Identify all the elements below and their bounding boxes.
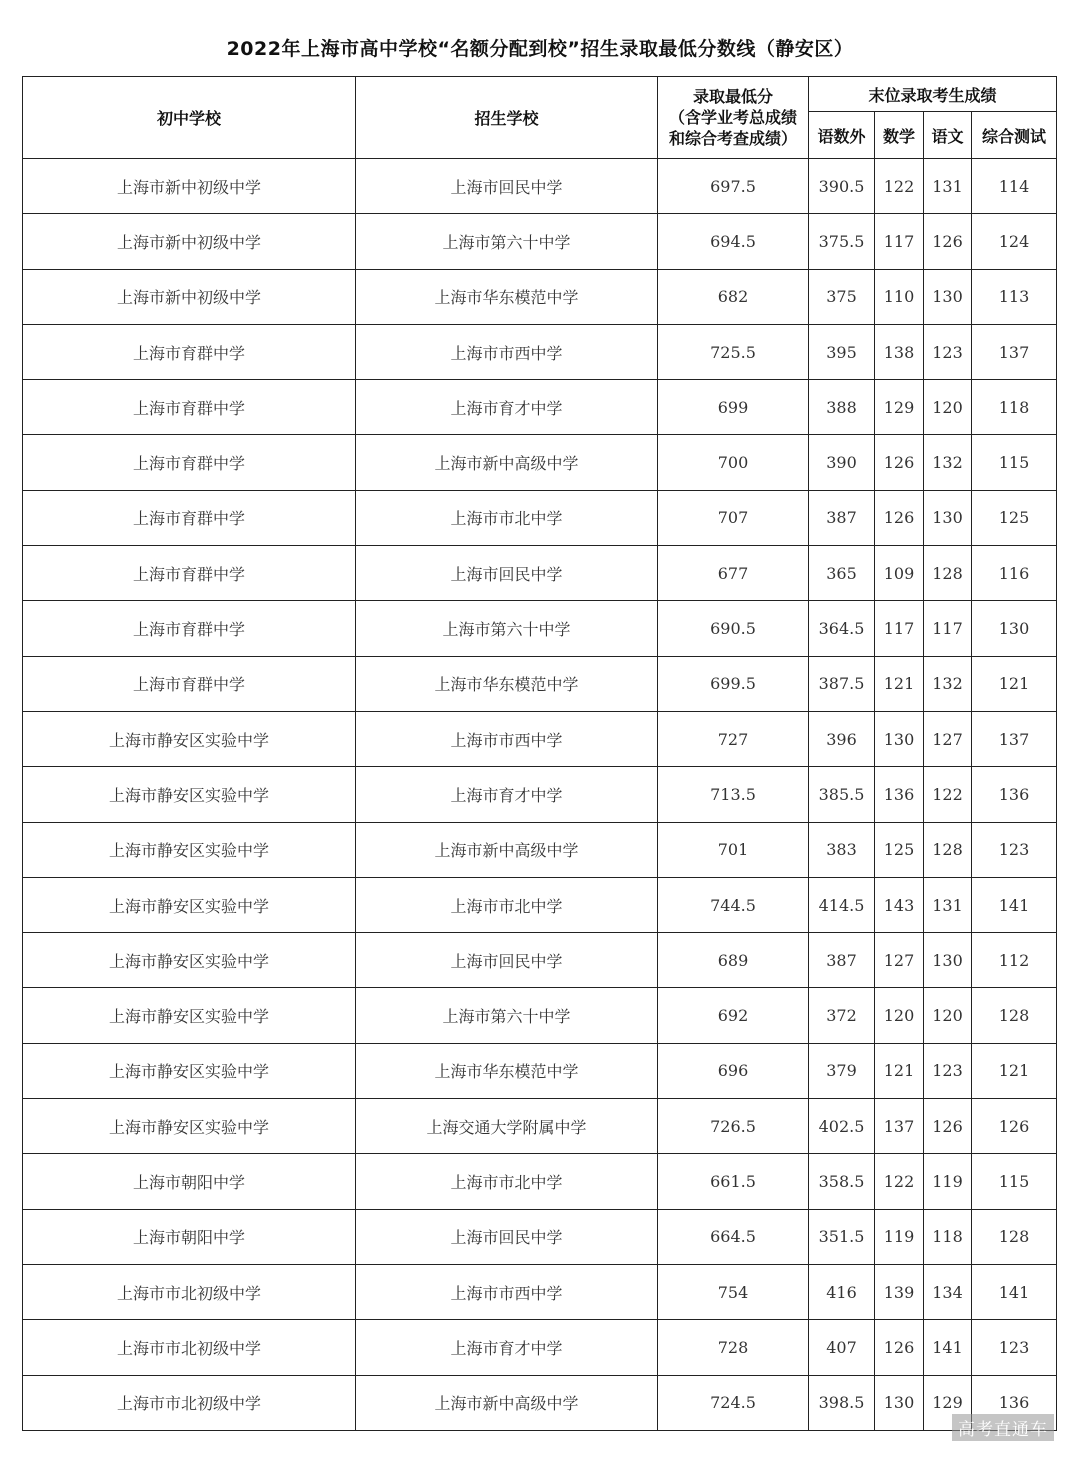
cell-comprehensive: 112 — [972, 933, 1057, 988]
cell-comprehensive: 136 — [972, 767, 1057, 822]
cell-junior-school: 上海市静安区实验中学 — [23, 1043, 356, 1098]
cell-admitting-school: 上海市市西中学 — [356, 1264, 658, 1319]
cell-admitting-school: 上海市第六十中学 — [356, 988, 658, 1043]
cell-admitting-school: 上海市市西中学 — [356, 324, 658, 379]
cell-comprehensive: 118 — [972, 380, 1057, 435]
cell-min-score: 725.5 — [658, 324, 809, 379]
cell-math: 126 — [875, 435, 924, 490]
cell-comprehensive: 114 — [972, 159, 1057, 214]
cell-yushuwai: 372 — [809, 988, 875, 1043]
cell-math: 122 — [875, 159, 924, 214]
cell-chinese: 122 — [924, 767, 972, 822]
cell-math: 121 — [875, 656, 924, 711]
cell-comprehensive: 137 — [972, 324, 1057, 379]
table-row — [23, 988, 1057, 1043]
table-row — [23, 601, 1057, 656]
cell-junior-school: 上海市育群中学 — [23, 380, 356, 435]
cell-yushuwai: 416 — [809, 1264, 875, 1319]
cell-min-score: 690.5 — [658, 601, 809, 656]
cell-min-score: 707 — [658, 490, 809, 545]
cell-yushuwai: 375 — [809, 269, 875, 324]
header-yushuwai: 语数外 — [809, 112, 875, 159]
header-admitting-school: 招生学校 — [356, 77, 658, 159]
cell-math: 127 — [875, 933, 924, 988]
cell-chinese: 130 — [924, 269, 972, 324]
cell-yushuwai: 375.5 — [809, 214, 875, 269]
cell-chinese: 131 — [924, 877, 972, 932]
cell-yushuwai: 387 — [809, 490, 875, 545]
table-row — [23, 435, 1057, 490]
cell-chinese: 134 — [924, 1264, 972, 1319]
cell-comprehensive: 130 — [972, 601, 1057, 656]
cell-admitting-school: 上海市育才中学 — [356, 1320, 658, 1375]
cell-admitting-school: 上海市市北中学 — [356, 877, 658, 932]
header-min-score-line2: （含学业考总成绩 — [668, 108, 797, 127]
cell-comprehensive: 137 — [972, 711, 1057, 766]
cell-junior-school: 上海市市北初级中学 — [23, 1375, 356, 1430]
cell-chinese: 126 — [924, 1099, 972, 1154]
cell-min-score: 700 — [658, 435, 809, 490]
table-row — [23, 1043, 1057, 1098]
table-row — [23, 1375, 1057, 1430]
cell-admitting-school: 上海市市西中学 — [356, 711, 658, 766]
cell-junior-school: 上海市市北初级中学 — [23, 1264, 356, 1319]
table-row — [23, 546, 1057, 601]
cell-yushuwai: 387.5 — [809, 656, 875, 711]
cell-chinese: 129 — [924, 1375, 972, 1430]
cell-junior-school: 上海市静安区实验中学 — [23, 988, 356, 1043]
admission-score-table — [22, 76, 1057, 1431]
cell-junior-school: 上海市朝阳中学 — [23, 1209, 356, 1264]
cell-comprehensive: 124 — [972, 214, 1057, 269]
cell-chinese: 130 — [924, 933, 972, 988]
cell-min-score: 699 — [658, 380, 809, 435]
cell-admitting-school: 上海市育才中学 — [356, 380, 658, 435]
cell-admitting-school: 上海市华东模范中学 — [356, 269, 658, 324]
cell-admitting-school: 上海市市北中学 — [356, 490, 658, 545]
cell-yushuwai: 402.5 — [809, 1099, 875, 1154]
cell-math: 117 — [875, 601, 924, 656]
cell-admitting-school: 上海市回民中学 — [356, 159, 658, 214]
cell-comprehensive: 126 — [972, 1099, 1057, 1154]
cell-junior-school: 上海市静安区实验中学 — [23, 877, 356, 932]
table-row — [23, 159, 1057, 214]
cell-junior-school: 上海市育群中学 — [23, 490, 356, 545]
cell-admitting-school: 上海市华东模范中学 — [356, 656, 658, 711]
cell-math: 126 — [875, 1320, 924, 1375]
cell-chinese: 117 — [924, 601, 972, 656]
cell-yushuwai: 365 — [809, 546, 875, 601]
header-last-admitted: 末位录取考生成绩 — [809, 77, 1057, 112]
cell-chinese: 128 — [924, 546, 972, 601]
cell-comprehensive: 128 — [972, 988, 1057, 1043]
table-row — [23, 1320, 1057, 1375]
cell-yushuwai: 379 — [809, 1043, 875, 1098]
cell-junior-school: 上海市静安区实验中学 — [23, 767, 356, 822]
cell-admitting-school: 上海市回民中学 — [356, 1209, 658, 1264]
header-min-score-line3: 和综合考查成绩） — [668, 129, 797, 148]
cell-junior-school: 上海市育群中学 — [23, 656, 356, 711]
header-min-score — [658, 77, 809, 159]
cell-min-score: 728 — [658, 1320, 809, 1375]
cell-admitting-school: 上海市第六十中学 — [356, 214, 658, 269]
table-row — [23, 711, 1057, 766]
table-row — [23, 490, 1057, 545]
cell-comprehensive: 115 — [972, 435, 1057, 490]
cell-min-score: 727 — [658, 711, 809, 766]
cell-math: 143 — [875, 877, 924, 932]
cell-yushuwai: 396 — [809, 711, 875, 766]
cell-math: 120 — [875, 988, 924, 1043]
cell-admitting-school: 上海市市北中学 — [356, 1154, 658, 1209]
header-comprehensive: 综合测试 — [972, 112, 1057, 159]
cell-min-score: 677 — [658, 546, 809, 601]
cell-math: 109 — [875, 546, 924, 601]
cell-junior-school: 上海市静安区实验中学 — [23, 822, 356, 877]
cell-min-score: 664.5 — [658, 1209, 809, 1264]
table-row — [23, 1154, 1057, 1209]
table-row — [23, 1264, 1057, 1319]
cell-math: 136 — [875, 767, 924, 822]
header-chinese: 语文 — [924, 112, 972, 159]
cell-yushuwai: 358.5 — [809, 1154, 875, 1209]
cell-yushuwai: 390 — [809, 435, 875, 490]
cell-chinese: 141 — [924, 1320, 972, 1375]
cell-comprehensive: 141 — [972, 1264, 1057, 1319]
table-row — [23, 767, 1057, 822]
cell-yushuwai: 385.5 — [809, 767, 875, 822]
table-row — [23, 380, 1057, 435]
cell-min-score: 744.5 — [658, 877, 809, 932]
cell-admitting-school: 上海市新中高级中学 — [356, 1375, 658, 1430]
table-row — [23, 1099, 1057, 1154]
cell-admitting-school: 上海市新中高级中学 — [356, 822, 658, 877]
cell-min-score: 754 — [658, 1264, 809, 1319]
cell-admitting-school: 上海市华东模范中学 — [356, 1043, 658, 1098]
table-row — [23, 269, 1057, 324]
table-row — [23, 877, 1057, 932]
cell-junior-school: 上海市育群中学 — [23, 601, 356, 656]
table-body — [23, 159, 1057, 1431]
cell-chinese: 132 — [924, 656, 972, 711]
cell-chinese: 132 — [924, 435, 972, 490]
header-min-score-line1: 录取最低分 — [692, 87, 773, 106]
cell-comprehensive: 128 — [972, 1209, 1057, 1264]
cell-min-score: 697.5 — [658, 159, 809, 214]
table-row — [23, 656, 1057, 711]
cell-comprehensive: 116 — [972, 546, 1057, 601]
cell-min-score: 661.5 — [658, 1154, 809, 1209]
cell-min-score: 699.5 — [658, 656, 809, 711]
cell-chinese: 118 — [924, 1209, 972, 1264]
cell-math: 138 — [875, 324, 924, 379]
cell-math: 119 — [875, 1209, 924, 1264]
cell-comprehensive: 115 — [972, 1154, 1057, 1209]
cell-min-score: 689 — [658, 933, 809, 988]
cell-min-score: 701 — [658, 822, 809, 877]
cell-comprehensive: 136 — [972, 1375, 1057, 1430]
table-row — [23, 214, 1057, 269]
cell-junior-school: 上海市静安区实验中学 — [23, 711, 356, 766]
cell-comprehensive: 121 — [972, 1043, 1057, 1098]
cell-junior-school: 上海市静安区实验中学 — [23, 1099, 356, 1154]
cell-chinese: 130 — [924, 490, 972, 545]
cell-yushuwai: 414.5 — [809, 877, 875, 932]
header-math: 数学 — [875, 112, 924, 159]
cell-junior-school: 上海市育群中学 — [23, 435, 356, 490]
table-row — [23, 822, 1057, 877]
table-row — [23, 1209, 1057, 1264]
cell-math: 110 — [875, 269, 924, 324]
cell-math: 122 — [875, 1154, 924, 1209]
cell-admitting-school: 上海交通大学附属中学 — [356, 1099, 658, 1154]
page-title: 2022年上海市高中学校“名额分配到校”招生录取最低分数线（静安区） — [226, 38, 854, 60]
cell-yushuwai: 390.5 — [809, 159, 875, 214]
header-junior-school: 初中学校 — [23, 77, 356, 159]
cell-math: 139 — [875, 1264, 924, 1319]
cell-min-score: 692 — [658, 988, 809, 1043]
cell-comprehensive: 113 — [972, 269, 1057, 324]
cell-admitting-school: 上海市第六十中学 — [356, 601, 658, 656]
cell-junior-school: 上海市市北初级中学 — [23, 1320, 356, 1375]
cell-yushuwai: 395 — [809, 324, 875, 379]
cell-min-score: 713.5 — [658, 767, 809, 822]
cell-yushuwai: 351.5 — [809, 1209, 875, 1264]
cell-chinese: 128 — [924, 822, 972, 877]
cell-chinese: 127 — [924, 711, 972, 766]
cell-junior-school: 上海市朝阳中学 — [23, 1154, 356, 1209]
watermark-logo: 高考直通车 — [952, 1414, 1054, 1441]
cell-yushuwai: 364.5 — [809, 601, 875, 656]
cell-min-score: 724.5 — [658, 1375, 809, 1430]
cell-math: 137 — [875, 1099, 924, 1154]
cell-admitting-school: 上海市回民中学 — [356, 546, 658, 601]
cell-math: 130 — [875, 711, 924, 766]
cell-min-score: 696 — [658, 1043, 809, 1098]
cell-chinese: 123 — [924, 324, 972, 379]
cell-chinese: 120 — [924, 988, 972, 1043]
cell-chinese: 123 — [924, 1043, 972, 1098]
cell-comprehensive: 123 — [972, 822, 1057, 877]
cell-junior-school: 上海市新中初级中学 — [23, 269, 356, 324]
cell-math: 117 — [875, 214, 924, 269]
cell-math: 125 — [875, 822, 924, 877]
cell-yushuwai: 387 — [809, 933, 875, 988]
cell-yushuwai: 383 — [809, 822, 875, 877]
cell-comprehensive: 121 — [972, 656, 1057, 711]
cell-math: 121 — [875, 1043, 924, 1098]
cell-junior-school: 上海市新中初级中学 — [23, 159, 356, 214]
cell-math: 126 — [875, 490, 924, 545]
table-row — [23, 933, 1057, 988]
cell-junior-school: 上海市育群中学 — [23, 546, 356, 601]
cell-comprehensive: 125 — [972, 490, 1057, 545]
cell-junior-school: 上海市新中初级中学 — [23, 214, 356, 269]
cell-yushuwai: 407 — [809, 1320, 875, 1375]
cell-admitting-school: 上海市回民中学 — [356, 933, 658, 988]
cell-chinese: 120 — [924, 380, 972, 435]
cell-math: 130 — [875, 1375, 924, 1430]
cell-junior-school: 上海市育群中学 — [23, 324, 356, 379]
table-row — [23, 324, 1057, 379]
cell-admitting-school: 上海市育才中学 — [356, 767, 658, 822]
cell-min-score: 682 — [658, 269, 809, 324]
cell-chinese: 126 — [924, 214, 972, 269]
cell-chinese: 119 — [924, 1154, 972, 1209]
cell-yushuwai: 388 — [809, 380, 875, 435]
cell-min-score: 694.5 — [658, 214, 809, 269]
cell-comprehensive: 123 — [972, 1320, 1057, 1375]
cell-yushuwai: 398.5 — [809, 1375, 875, 1430]
cell-admitting-school: 上海市新中高级中学 — [356, 435, 658, 490]
cell-min-score: 726.5 — [658, 1099, 809, 1154]
cell-junior-school: 上海市静安区实验中学 — [23, 933, 356, 988]
cell-comprehensive: 141 — [972, 877, 1057, 932]
cell-math: 129 — [875, 380, 924, 435]
cell-chinese: 131 — [924, 159, 972, 214]
